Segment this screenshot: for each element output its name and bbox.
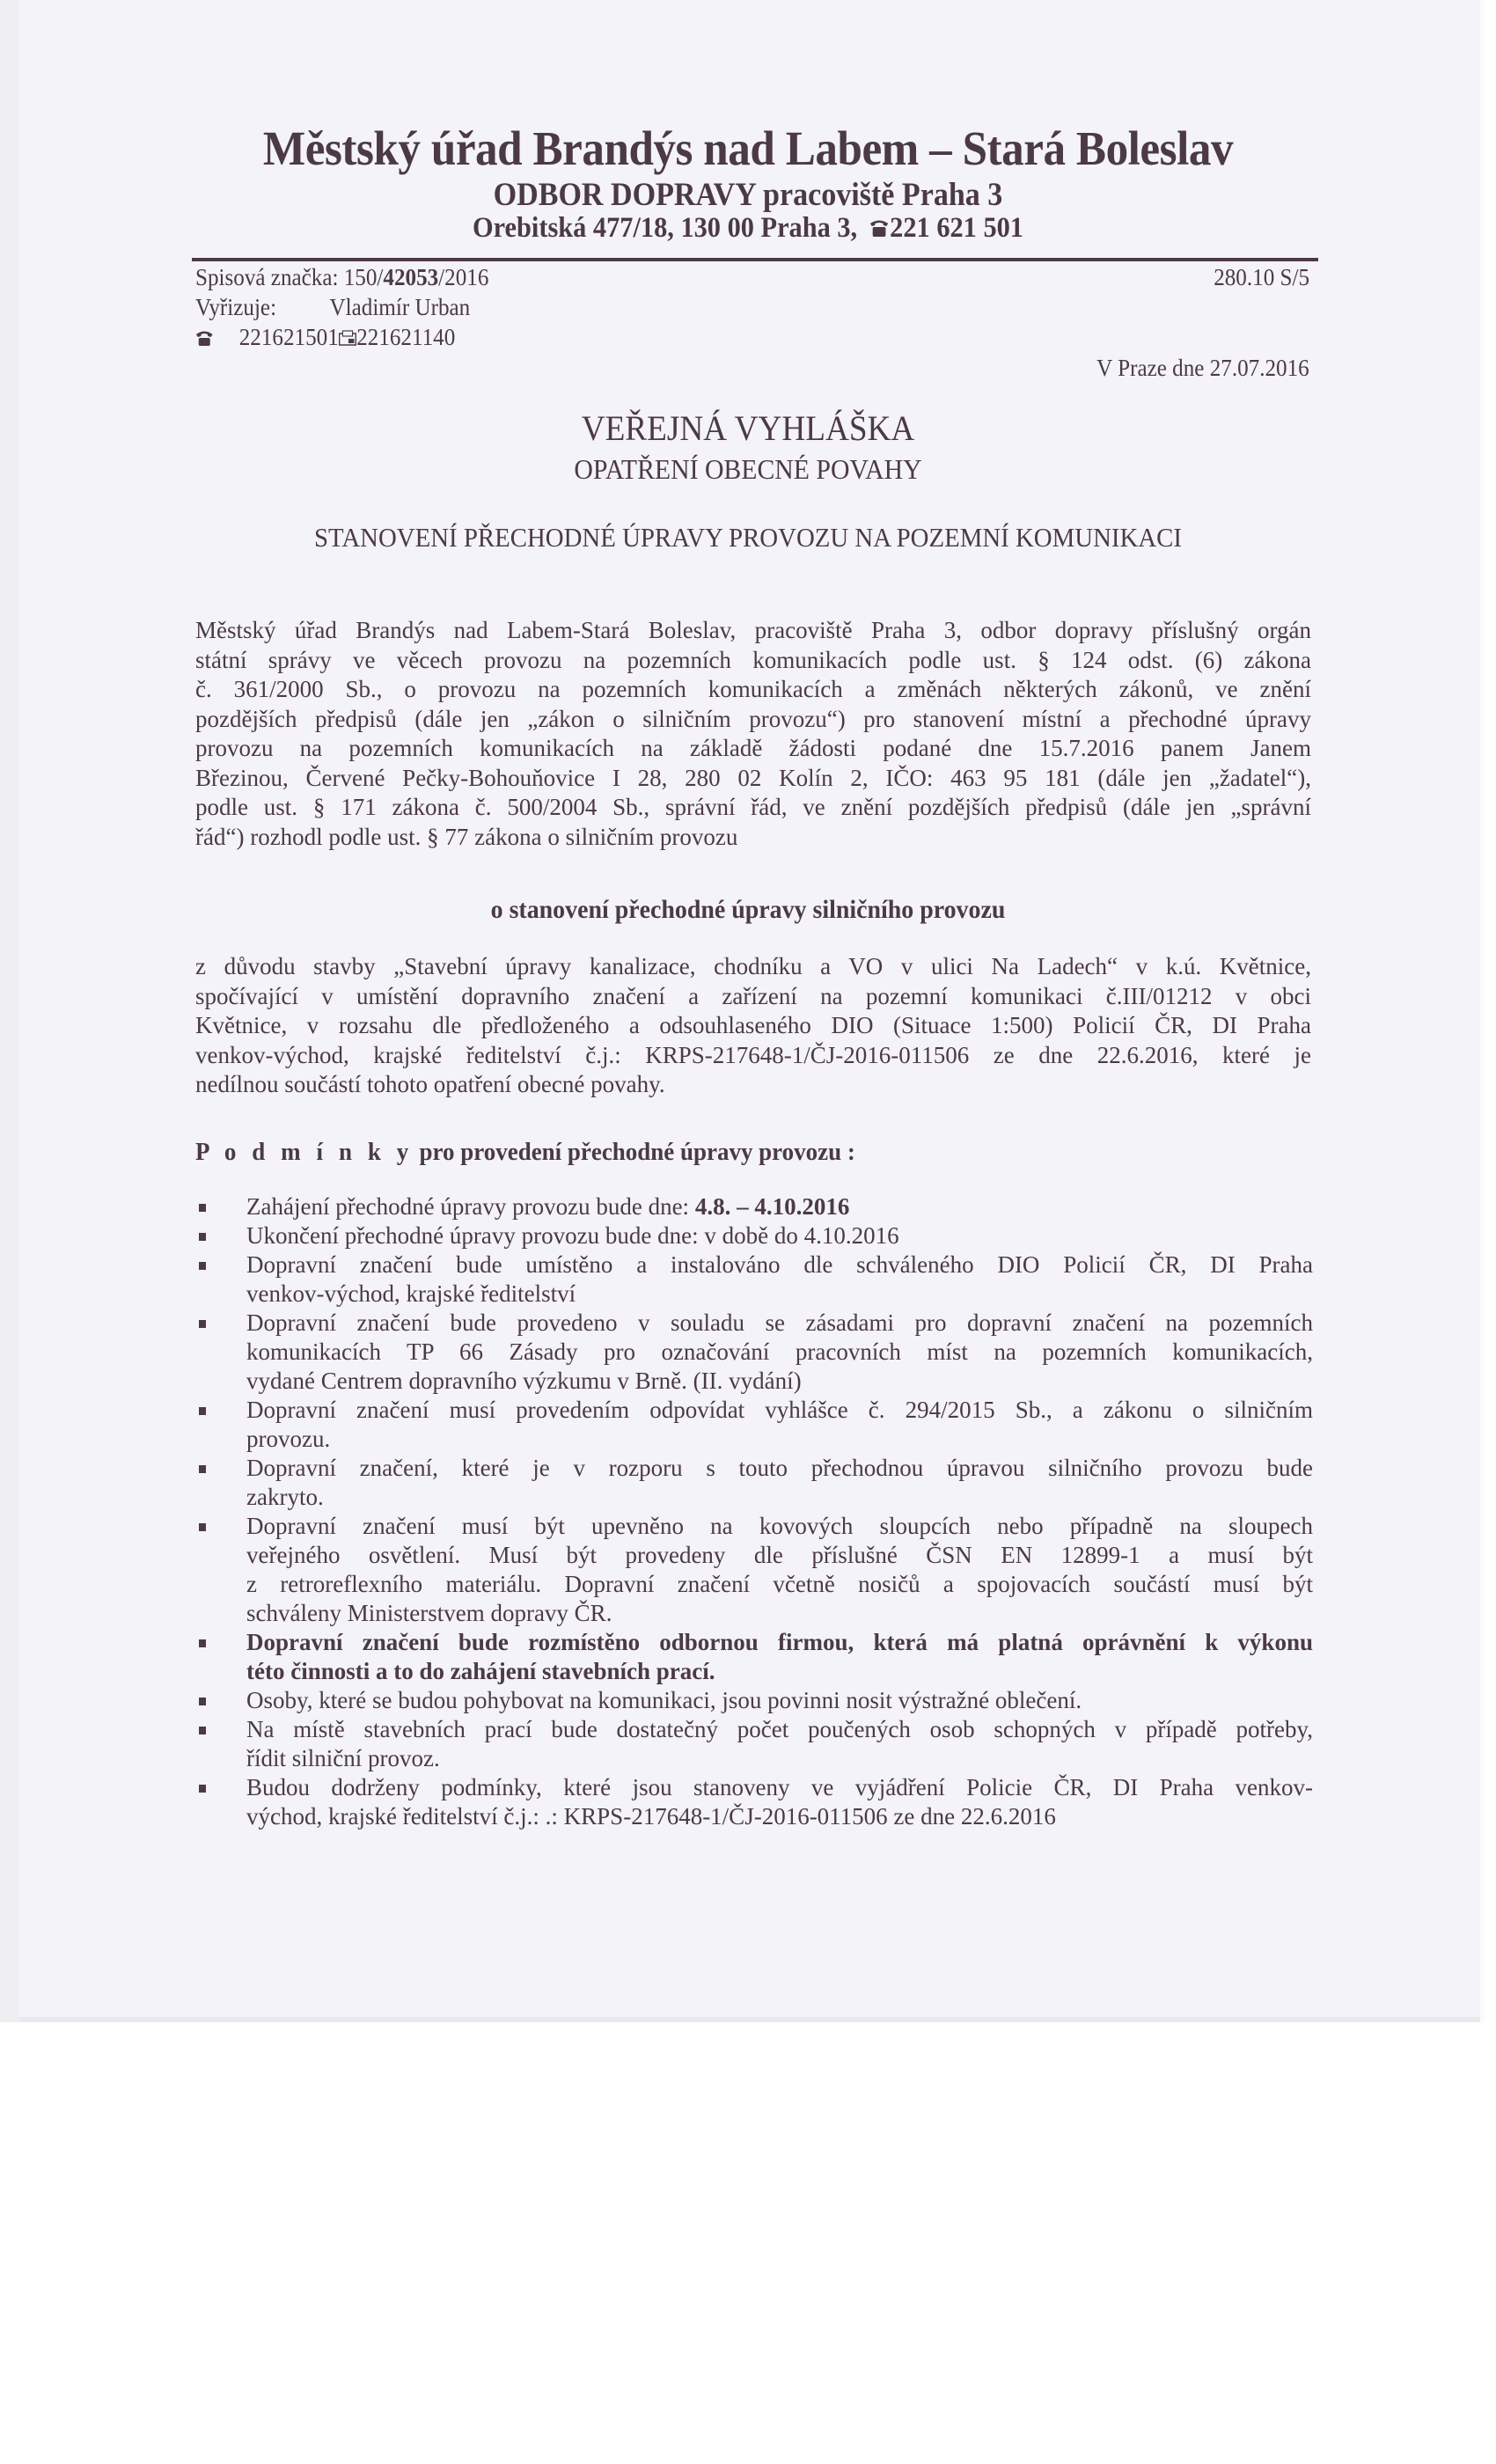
reason-line: Květnice, v rozsahu dle předloženého a odsouhlaseného DIO (Situace 1:500) Policií ČR, DI Praha	[195, 1012, 1311, 1038]
condition-item	[195, 1309, 1313, 1396]
condition-item	[195, 1686, 1313, 1715]
phone-icon	[195, 326, 213, 343]
reason-line: z důvodu stavby „Stavební úpravy kanalizace, chodníku a VO v ulici Na Ladech“ v k.ú. Květnice,	[195, 953, 1311, 979]
address-text: Orebitská 477/18, 130 00 Praha 3,	[473, 212, 858, 244]
bullet-icon	[199, 1320, 206, 1328]
condition-line: vydané Centrem dopravního výzkumu v Brně. (II. vydání)	[246, 1368, 802, 1394]
conditions-heading-spaced: P o d m í n k y	[195, 1138, 414, 1166]
bullet-icon	[199, 1523, 206, 1531]
notice-subheading: OPATŘENÍ OBECNÉ POVAHY	[574, 453, 922, 485]
condition-item	[195, 1192, 1313, 1221]
contact-numbers	[195, 324, 455, 351]
condition-line: východ, krajské ředitelství č.j.: .: KRPS-217648-1/ČJ-2016-011506 ze dne 22.6.2016	[246, 1803, 1056, 1830]
condition-item	[195, 1715, 1313, 1773]
bullet-icon	[199, 1204, 206, 1212]
intro-line: řád“) rozhodl podle ust. § 77 zákona o silničním provozu	[195, 823, 738, 850]
fax-icon	[339, 325, 356, 341]
condition-line: Na místě stavebních prací bude dostatečný počet poučených osob schopných v případě potřeby,	[246, 1716, 1313, 1742]
intro-line: podle ust. § 171 zákona č. 500/2004 Sb., správní řád, ve znění pozdějších předpisů (dále jen „správní	[195, 794, 1311, 820]
condition-dates: 4.8. – 4.10.2016	[694, 1193, 850, 1220]
condition-line: venkov-východ, krajské ředitelství	[246, 1280, 576, 1307]
intro-line: pozdějších předpisů (dále jen „zákon o silničním provozu“) pro stanovení místní a přechodné úpravy	[195, 705, 1311, 732]
condition-item	[195, 1396, 1313, 1454]
condition-item-bold	[195, 1628, 1313, 1686]
decision-title: o stanovení přechodné úpravy silničního provozu	[490, 895, 1006, 924]
condition-line: veřejného osvětlení. Musí být provedeny dle příslušné ČSN EN 12899-1 a musí být	[246, 1542, 1313, 1568]
file-ref-number: 42053	[383, 264, 439, 290]
bullet-icon	[199, 1465, 206, 1473]
condition-line: schváleny Ministerstvem dopravy ČR.	[246, 1600, 612, 1626]
handled-by-label: Vyřizuje:	[195, 294, 277, 320]
condition-line: Dopravní značení bude rozmístěno odbornou firmou, která má platná oprávnění k výkonu	[246, 1629, 1313, 1655]
place-date: V Praze dne 27.07.2016	[1096, 355, 1309, 381]
condition-text: Zahájení přechodné úpravy provozu bude dne:	[246, 1193, 695, 1220]
subject-heading: STANOVENÍ PŘECHODNÉ ÚPRAVY PROVOZU NA POZEMNÍ KOMUNIKACI	[314, 522, 1182, 553]
intro-line: Městský úřad Brandýs nad Labem-Stará Boleslav, pracoviště Praha 3, odbor dopravy příslušný orgán	[195, 617, 1311, 643]
file-ref-prefix: 150/	[343, 264, 384, 290]
condition-text: Ukončení přechodné úpravy provozu bude dne: v době do 4.10.2016	[246, 1222, 899, 1249]
scan-edge	[0, 0, 19, 2022]
handled-by-name: Vladimír Urban	[329, 294, 471, 320]
intro-paragraph	[195, 616, 1311, 852]
reason-line: nedílnou součástí tohoto opatření obecné povahy.	[195, 1071, 665, 1097]
condition-line: Dopravní značení bude provedeno v souladu se zásadami pro dopravní značení na pozemních	[246, 1309, 1313, 1336]
office-address	[60, 212, 1436, 245]
condition-item	[195, 1512, 1313, 1628]
condition-line: zakryto.	[246, 1484, 324, 1510]
condition-line: Dopravní značení musí provedením odpovídat vyhlášce č. 294/2015 Sb., a zákonu o silničním	[246, 1397, 1313, 1423]
condition-line: řídit silniční provoz.	[246, 1745, 440, 1771]
notice-heading: VEŘEJNÁ VYHLÁŠKA	[581, 408, 915, 448]
bullet-icon	[199, 1233, 206, 1241]
department-title: ODBOR DOPRAVY pracoviště Praha 3	[493, 177, 1003, 213]
bullet-icon	[199, 1727, 206, 1734]
condition-line: Dopravní značení, které je v rozporu s touto přechodnou úpravou silničního provozu bude	[246, 1455, 1313, 1481]
intro-line: státní správy ve věcech provozu na pozemních komunikacích podle ust. § 124 odst. (6) zákona	[195, 646, 1311, 673]
phone-number: 221621501	[238, 324, 339, 350]
bullet-icon	[199, 1639, 206, 1647]
file-ref-suffix: /2016	[438, 264, 489, 290]
bullet-icon	[199, 1262, 206, 1270]
fax-number: 221621140	[356, 324, 456, 350]
condition-line: z retroreflexního materiálu. Dopravní značení včetně nosičů a spojovacích součástí musí být	[246, 1571, 1313, 1597]
intro-line: č. 361/2000 Sb., o provozu na pozemních komunikacích a změnách některých zákonů, ve znění	[195, 676, 1311, 702]
condition-item	[195, 1250, 1313, 1309]
bullet-icon	[199, 1407, 206, 1415]
condition-item	[195, 1221, 1313, 1250]
condition-line: Budou dodrženy podmínky, které jsou stanoveny ve vyjádření Policie ČR, DI Praha venkov-	[246, 1774, 1313, 1800]
condition-text: Osoby, které se budou pohybovat na komunikaci, jsou povinni nosit výstražné oblečení.	[246, 1687, 1082, 1713]
conditions-heading	[195, 1138, 855, 1167]
bullet-icon	[199, 1698, 206, 1705]
intro-line: Březinou, Červené Pečky-Bohouňovice I 28, 280 02 Kolín 2, IČO: 463 95 181 (dále jen „žadatel“),	[195, 764, 1311, 791]
handled-by	[195, 294, 470, 321]
reason-line: venkov-východ, krajské ředitelství č.j.: KRPS-217648-1/ČJ-2016-011506 ze dne 22.6.2016, které je	[195, 1041, 1311, 1068]
conditions-list	[195, 1192, 1313, 1831]
phone-icon	[869, 214, 890, 235]
condition-line: provozu.	[246, 1426, 331, 1452]
conditions-heading-rest: pro provedení přechodné úpravy provozu :	[413, 1138, 855, 1166]
reason-line: spočívající v umístění dopravního značení a zařízení na pozemní komunikaci č.III/01212 v obci	[195, 982, 1311, 1009]
file-ref-label: Spisová značka:	[195, 264, 339, 290]
header-divider	[192, 258, 1318, 261]
archive-code: 280.10 S/5	[1214, 264, 1309, 290]
condition-line: Dopravní značení bude umístěno a instalováno dle schváleného DIO Policií ČR, DI Praha	[246, 1251, 1313, 1278]
file-reference	[195, 264, 488, 291]
condition-item	[195, 1773, 1313, 1831]
intro-line: provozu na pozemních komunikacích na základě žádosti podané dne 15.7.2016 panem Janem	[195, 735, 1311, 761]
reason-paragraph	[195, 952, 1311, 1100]
condition-line: komunikacích TP 66 Zásady pro označování pracovních míst na pozemních komunikacích,	[246, 1338, 1313, 1365]
condition-line: Dopravní značení musí být upevněno na kovových sloupcích nebo případně na sloupech	[246, 1513, 1313, 1539]
condition-item	[195, 1454, 1313, 1512]
letterhead-phone: 221 621 501	[890, 212, 1023, 244]
condition-line: této činnosti a to do zahájení stavebních prací.	[246, 1658, 715, 1684]
office-title: Městský úřad Brandýs nad Labem – Stará Boleslav	[262, 121, 1234, 175]
bullet-icon	[199, 1785, 206, 1793]
